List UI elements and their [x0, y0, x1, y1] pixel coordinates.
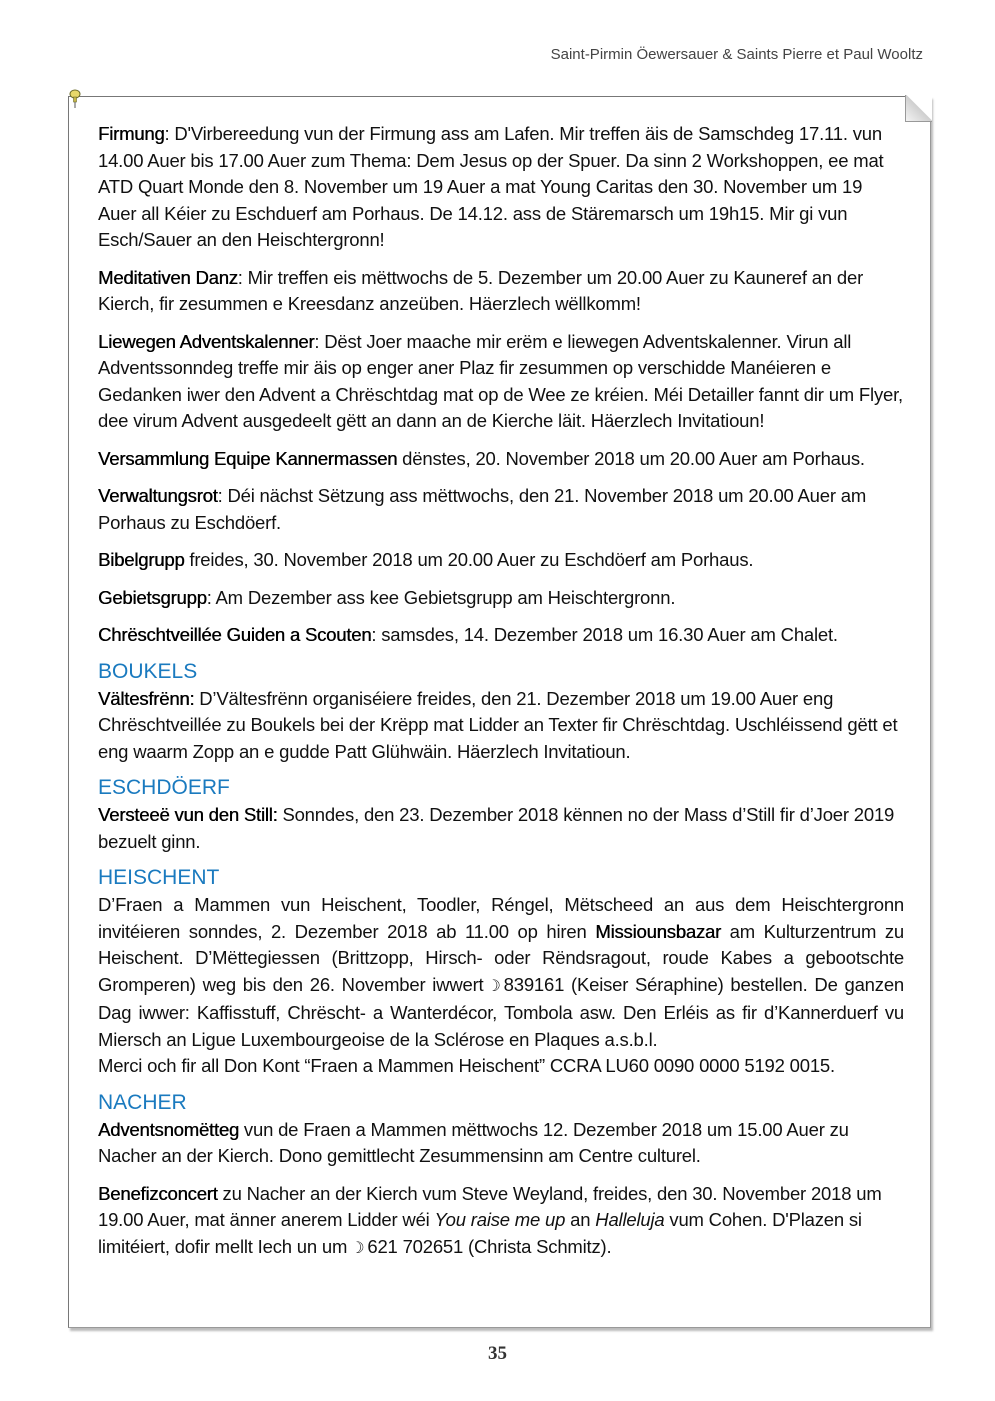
item-text: D’Vältesfrënn organiséiere freides, den 21. Dezember 2018 um 19.00 Auer eng Chrëschtveillée zu Boukels bei der Krëpp mat Lidder an Texter fir Chrëschtdag. Uschléissend gëtt et eng waarm Zopp an e gudde Patt Glühwäin. Häerzlech Invitatioun. [98, 687, 898, 762]
content-frame [68, 96, 931, 1328]
item-text: Sonndes, den 23. Dezember 2018 kënnen no der Mass d’Still fir d’Joer 2019 bezuelt ginn. [98, 804, 895, 852]
item-keyword: Verwaltungsrot [98, 485, 218, 506]
item-keyword: Gebietsgrupp [98, 586, 207, 608]
item-vaeltesfrenn [98, 686, 904, 766]
item-keyword: Vältesfrënn: [98, 687, 195, 709]
item-text: : samsdes, 14. Dezember 2018 um 16.30 Auer am Chalet. [371, 624, 838, 645]
item-text: 839161 (Keiser Séraphine) bestellen. De ganzen Dag iwwer: Kaffisstuff, Chrëscht- a Wanterdécor, Tombola asw. Den Erléis as fir d’Kannerduerf vu Miersch an Ligue Luxembourgeoise de la Sclérose en Plaques a.s.b.l. [98, 973, 905, 1050]
phone-icon: ☽ [486, 977, 501, 995]
item-text: : Déi nächst Sëtzung ass mëttwochs, den 21. November 2018 um 20.00 Auer am Porhaus zu Eschdöerf. [98, 485, 867, 533]
item-text: zu Nacher an der Kierch vum Steve Weyland, freides, den 30. November 2018 um 19.00 Auer, mat änner anerem Lidder wéi [98, 1182, 882, 1230]
item-text: : Mir treffen eis mëttwochs de 5. Dezember um 20.00 Auer zu Kauneref an der Kierch, fir zesummen e Kreesdanz anzeüben. Häerzlech wëllkomm! [98, 266, 864, 314]
item-chreschtveillee [98, 622, 904, 649]
item-gebietsgrupp [98, 585, 904, 612]
item-text: freides, 30. November 2018 um 20.00 Auer zu Eschdöerf am Porhaus. [184, 549, 754, 570]
section-heading-nacher: NACHER [98, 1090, 187, 1114]
page-number: 35 [488, 1343, 507, 1364]
item-keyword: Missiounsbazar [595, 920, 721, 942]
item-keyword: Meditativen Danz [98, 266, 238, 288]
item-bibelgrupp [98, 547, 904, 574]
item-firmung [98, 121, 904, 254]
page-curl-corner [905, 95, 932, 122]
item-merci: Merci och fir all Don Kont “Fraen a Mammen Heischent” CCRA LU60 0090 0000 5192 0015. [98, 1055, 835, 1076]
item-keyword: Liewegen Adventskalenner [98, 330, 315, 352]
item-keyword: Bibelgrupp [98, 549, 185, 570]
item-missiounsbazar [98, 892, 904, 1053]
item-text: dënstes, 20. November 2018 um 20.00 Auer am Porhaus. [397, 447, 865, 469]
item-benefizconcert [98, 1181, 904, 1263]
item-adventsnometteg [98, 1117, 904, 1170]
item-text: an [565, 1209, 596, 1230]
item-text: : Dëst Joer maache mir erëm e liewegen Adventskalenner. Virun all Adventssonndeg treffe mir äis op enger aner Plaz fir zesummen op verschidde Manéieren e Gedanken iwer den Advent a Chrëschtdag mat op de Wee ze kréien. Méi Detailler fannt dir um Flyer, dee virum Advent ausgedeelt gëtt an dann an de Kierche läit. Häerzlech Invitatioun! [98, 330, 903, 431]
item-keyword: Versteeë vun den Still: [98, 804, 278, 825]
item-meditativen-danz [98, 265, 904, 318]
section-heading-heischent: HEISCHENT [98, 866, 220, 889]
phone-icon: ☽ [350, 1239, 365, 1257]
section-heading-boukels: BOUKELS [98, 659, 198, 683]
item-text: am Kulturzentrum zu Heischent. D’Mëttegiessen (Brittzopp, Hirsch- oder Rëndsragout, roude Kabes a gebootschte Gromperen) weg bis den 26. November iwwert [98, 920, 904, 995]
item-versteee [98, 802, 904, 855]
item-text: vun de Fraen a Mammen mëttwochs 12. Dezember 2018 um 15.00 Auer zu Nacher an der Kierch. Dono gemittlecht Zesummensinn am Centre culturel. [98, 1118, 849, 1166]
item-keyword: Benefizconcert [98, 1182, 218, 1204]
item-text: vum Cohen. D'Plazen si limitéiert, dofir mellt Iech un um [98, 1209, 862, 1257]
item-keyword: Firmung [98, 123, 165, 144]
item-verwaltungsrot [98, 483, 904, 536]
running-header: Saint-Pirmin Öewersauer & Saints Pierre et Paul Wooltz [550, 46, 923, 63]
bulletin-content [98, 121, 904, 1273]
item-keyword: Adventsnomëtteg [98, 1118, 239, 1140]
pin-icon [67, 89, 83, 109]
item-text: : Am Dezember ass kee Gebietsgrupp am Heischtergronn. [206, 586, 676, 608]
item-adventskalenner [98, 329, 904, 435]
song-title: Halleluja [595, 1209, 665, 1230]
item-versammlung [98, 446, 904, 473]
item-keyword: Chrëschtveillée Guiden a Scouten [98, 624, 372, 645]
song-title: You raise me up [434, 1209, 566, 1230]
item-keyword: Versammlung Equipe Kannermassen [98, 447, 398, 469]
item-text: D’Fraen a Mammen vun Heischent, Toodler, Réngel, Mëtscheed an aus dem Heischtergronn invitéieren sonndes, 2. Dezember 2018 ab 11.00 op hiren [98, 894, 904, 942]
section-heading-eschdoerf: ESCHDÖERF [98, 776, 230, 799]
item-text: 621 702651 (Christa Schmitz). [367, 1235, 612, 1257]
item-text: : D'Virbereedung vun der Firmung ass am Lafen. Mir treffen äis de Samschdeg 17.11. vun 14.00 Auer bis 17.00 Auer zum Thema: Dem Jesus op der Spuer. Da sinn 2 Workshoppen, ee mat ATD Quart Monde den 8. November um 19 Auer a mat Young Caritas den 30. November um 19 Auer all Kéier zu Eschduerf am Porhaus. De 14.12. ass de Stäremarsch um 19h15. Mir gi vun Esch/Sauer an den Heischtergronn! [98, 123, 884, 250]
